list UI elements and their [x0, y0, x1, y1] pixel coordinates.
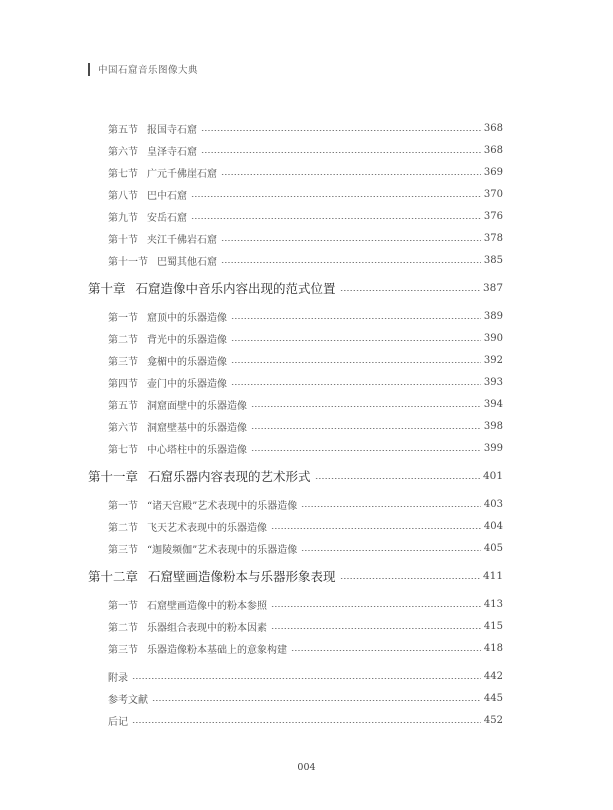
entry-title: 石窟造像中音乐内容出现的范式位置: [135, 281, 336, 296]
entry-label: [108, 209, 187, 224]
entry-title: 后记: [108, 716, 128, 728]
entry-label: [108, 231, 217, 246]
entry-label: [108, 419, 247, 434]
toc-section-entry: [108, 374, 503, 390]
toc-section-entry: [108, 540, 503, 556]
entry-label: [108, 375, 227, 390]
dot-leader: [221, 262, 481, 263]
entry-number: 第七节: [108, 444, 138, 456]
book-title: 中国石窟音乐图像大典: [98, 65, 199, 76]
entry-title: “迦陵频伽”艺术表现中的乐器造像: [147, 544, 298, 556]
dot-leader: [271, 606, 481, 607]
entry-label: [108, 397, 247, 412]
entry-title: 石窟壁画造像粉本与乐器形象表现: [148, 569, 336, 584]
entry-label: [108, 143, 197, 158]
entry-label: [108, 353, 227, 368]
toc-section-entry: [108, 308, 503, 324]
entry-number: 第一节: [108, 312, 138, 324]
entry-title: 石窟壁画造像中的粉本参照: [147, 600, 267, 612]
toc-chapter-entry: [88, 468, 503, 484]
toc-section-entry: [108, 186, 503, 202]
entry-label: [108, 497, 297, 512]
entry-number: 第五节: [108, 400, 138, 412]
toc-backmatter-entry: [108, 690, 503, 706]
toc-section-entry: [108, 164, 503, 180]
entry-number: 第二节: [108, 334, 138, 346]
entry-label: [108, 187, 187, 202]
entry-title: “诸天宫殿”艺术表现中的乐器造像: [147, 500, 298, 512]
entry-page-number: 404: [483, 520, 503, 532]
entry-title: 乐器造像粉本基础上的意象构建: [147, 644, 287, 656]
entry-page-number: 405: [483, 542, 503, 554]
entry-title: 广元千佛崖石窟: [147, 168, 217, 180]
entry-number: 第二节: [108, 522, 138, 534]
entry-page-number: 392: [483, 354, 503, 366]
entry-label: [108, 253, 217, 268]
dot-leader: [291, 650, 481, 651]
entry-label: [88, 279, 336, 297]
entry-title: 窟顶中的乐器造像: [147, 312, 227, 324]
entry-number: 第三节: [108, 544, 138, 556]
entry-number: 第十节: [108, 234, 138, 246]
dot-leader: [340, 290, 480, 291]
entry-title: 夹江千佛岩石窟: [147, 234, 217, 246]
dot-leader: [251, 428, 481, 429]
entry-number: 第三节: [108, 356, 138, 368]
entry-page-number: 403: [483, 498, 503, 510]
toc-backmatter-entry: [108, 668, 503, 684]
entry-number: 第十一章: [88, 469, 139, 484]
entry-number: 第六节: [108, 146, 138, 158]
entry-page-number: 415: [483, 620, 503, 632]
dot-leader: [251, 450, 481, 451]
entry-number: 第十二章: [88, 569, 139, 584]
dot-leader: [221, 174, 481, 175]
toc-section-entry: [108, 230, 503, 246]
entry-label: [108, 713, 128, 728]
entry-number: 第七节: [108, 168, 138, 180]
entry-label: [88, 567, 336, 585]
entry-page-number: 389: [483, 310, 503, 322]
toc-section-entry: [108, 120, 503, 136]
toc-section-entry: [108, 618, 503, 634]
entry-page-number: 385: [483, 254, 503, 266]
entry-number: 第四节: [108, 378, 138, 390]
entry-label: [108, 669, 128, 684]
entry-page-number: 390: [483, 332, 503, 344]
entry-title: 壶门中的乐器造像: [147, 378, 227, 390]
dot-leader: [231, 318, 481, 319]
entry-number: 第九节: [108, 212, 138, 224]
entry-title: 巴中石窟: [147, 190, 187, 202]
toc-section-entry: [108, 208, 503, 224]
entry-page-number: 413: [483, 598, 503, 610]
dot-leader: [191, 196, 481, 197]
toc-backmatter-entry: [108, 712, 503, 728]
entry-page-number: 387: [482, 282, 503, 294]
entry-title: 背光中的乐器造像: [147, 334, 227, 346]
dot-leader: [201, 152, 481, 153]
entry-title: 飞天艺术表现中的乐器造像: [147, 522, 267, 534]
entry-title: 乐器组合表现中的粉本因素: [147, 622, 267, 634]
dot-leader: [301, 550, 481, 551]
entry-label: [108, 309, 227, 324]
entry-label: [108, 121, 197, 136]
dot-leader: [271, 628, 481, 629]
entry-page-number: 370: [483, 188, 503, 200]
entry-number: 第三节: [108, 644, 138, 656]
toc-section-entry: [108, 252, 503, 268]
entry-number: 第一节: [108, 600, 138, 612]
entry-label: [108, 619, 267, 634]
dot-leader: [231, 340, 481, 341]
entry-title: 参考文献: [108, 694, 148, 706]
dot-leader: [340, 578, 480, 579]
dot-leader: [251, 406, 481, 407]
entry-page-number: 368: [483, 122, 503, 134]
dot-leader: [132, 722, 481, 723]
dot-leader: [301, 506, 481, 507]
entry-label: [108, 541, 297, 556]
entry-page-number: 445: [483, 692, 503, 704]
entry-number: 第二节: [108, 622, 138, 634]
toc-section-entry: [108, 142, 503, 158]
entry-page-number: 368: [483, 144, 503, 156]
toc-section-entry: [108, 396, 503, 412]
entry-label: [108, 331, 227, 346]
dot-leader: [231, 362, 481, 363]
entry-page-number: 452: [483, 714, 503, 726]
toc-section-entry: [108, 352, 503, 368]
toc-section-entry: [108, 496, 503, 512]
dot-leader: [231, 384, 481, 385]
entry-number: 第一节: [108, 500, 138, 512]
entry-page-number: 401: [482, 470, 503, 482]
entry-page-number: 418: [483, 642, 503, 654]
entry-page-number: 393: [483, 376, 503, 388]
entry-page-number: 376: [483, 210, 503, 222]
entry-label: [108, 597, 267, 612]
toc-section-entry: [108, 640, 503, 656]
entry-number: 第八节: [108, 190, 138, 202]
entry-label: [108, 519, 267, 534]
toc-chapter-entry: [88, 280, 503, 296]
dot-leader: [152, 700, 481, 701]
entry-number: 第六节: [108, 422, 138, 434]
entry-page-number: 411: [482, 570, 503, 582]
entry-title: 洞窟壁基中的乐器造像: [147, 422, 247, 434]
entry-number: 第十一节: [108, 256, 148, 268]
entry-number: 第十章: [88, 281, 126, 296]
entry-page-number: 378: [483, 232, 503, 244]
toc-section-entry: [108, 418, 503, 434]
entry-page-number: 442: [483, 670, 503, 682]
toc-section-entry: [108, 330, 503, 346]
page-number: 004: [297, 762, 316, 773]
entry-title: 附录: [108, 672, 128, 684]
dot-leader: [191, 218, 481, 219]
entry-title: 皇泽寺石窟: [147, 146, 197, 158]
toc-section-entry: [108, 596, 503, 612]
dot-leader: [271, 528, 481, 529]
entry-label: [88, 467, 311, 485]
toc-section-entry: [108, 518, 503, 534]
entry-label: [108, 165, 217, 180]
entry-title: 石窟乐器内容表现的艺术形式: [148, 469, 311, 484]
entry-page-number: 399: [483, 442, 503, 454]
entry-title: 龛楣中的乐器造像: [147, 356, 227, 368]
entry-label: [108, 641, 287, 656]
toc-chapter-entry: [88, 568, 503, 584]
entry-page-number: 398: [483, 420, 503, 432]
entry-title: 中心塔柱中的乐器造像: [147, 444, 247, 456]
dot-leader: [201, 130, 481, 131]
entry-number: 第五节: [108, 124, 138, 136]
entry-title: 洞窟面壁中的乐器造像: [147, 400, 247, 412]
dot-leader: [221, 240, 481, 241]
entry-label: [108, 691, 148, 706]
dot-leader: [315, 478, 480, 479]
dot-leader: [132, 678, 481, 679]
entry-title: 巴蜀其他石窟: [157, 256, 217, 268]
entry-title: 报国寺石窟: [147, 124, 197, 136]
entry-page-number: 394: [483, 398, 503, 410]
entry-page-number: 369: [483, 166, 503, 178]
entry-label: [108, 441, 247, 456]
entry-title: 安岳石窟: [147, 212, 187, 224]
toc-section-entry: [108, 440, 503, 456]
